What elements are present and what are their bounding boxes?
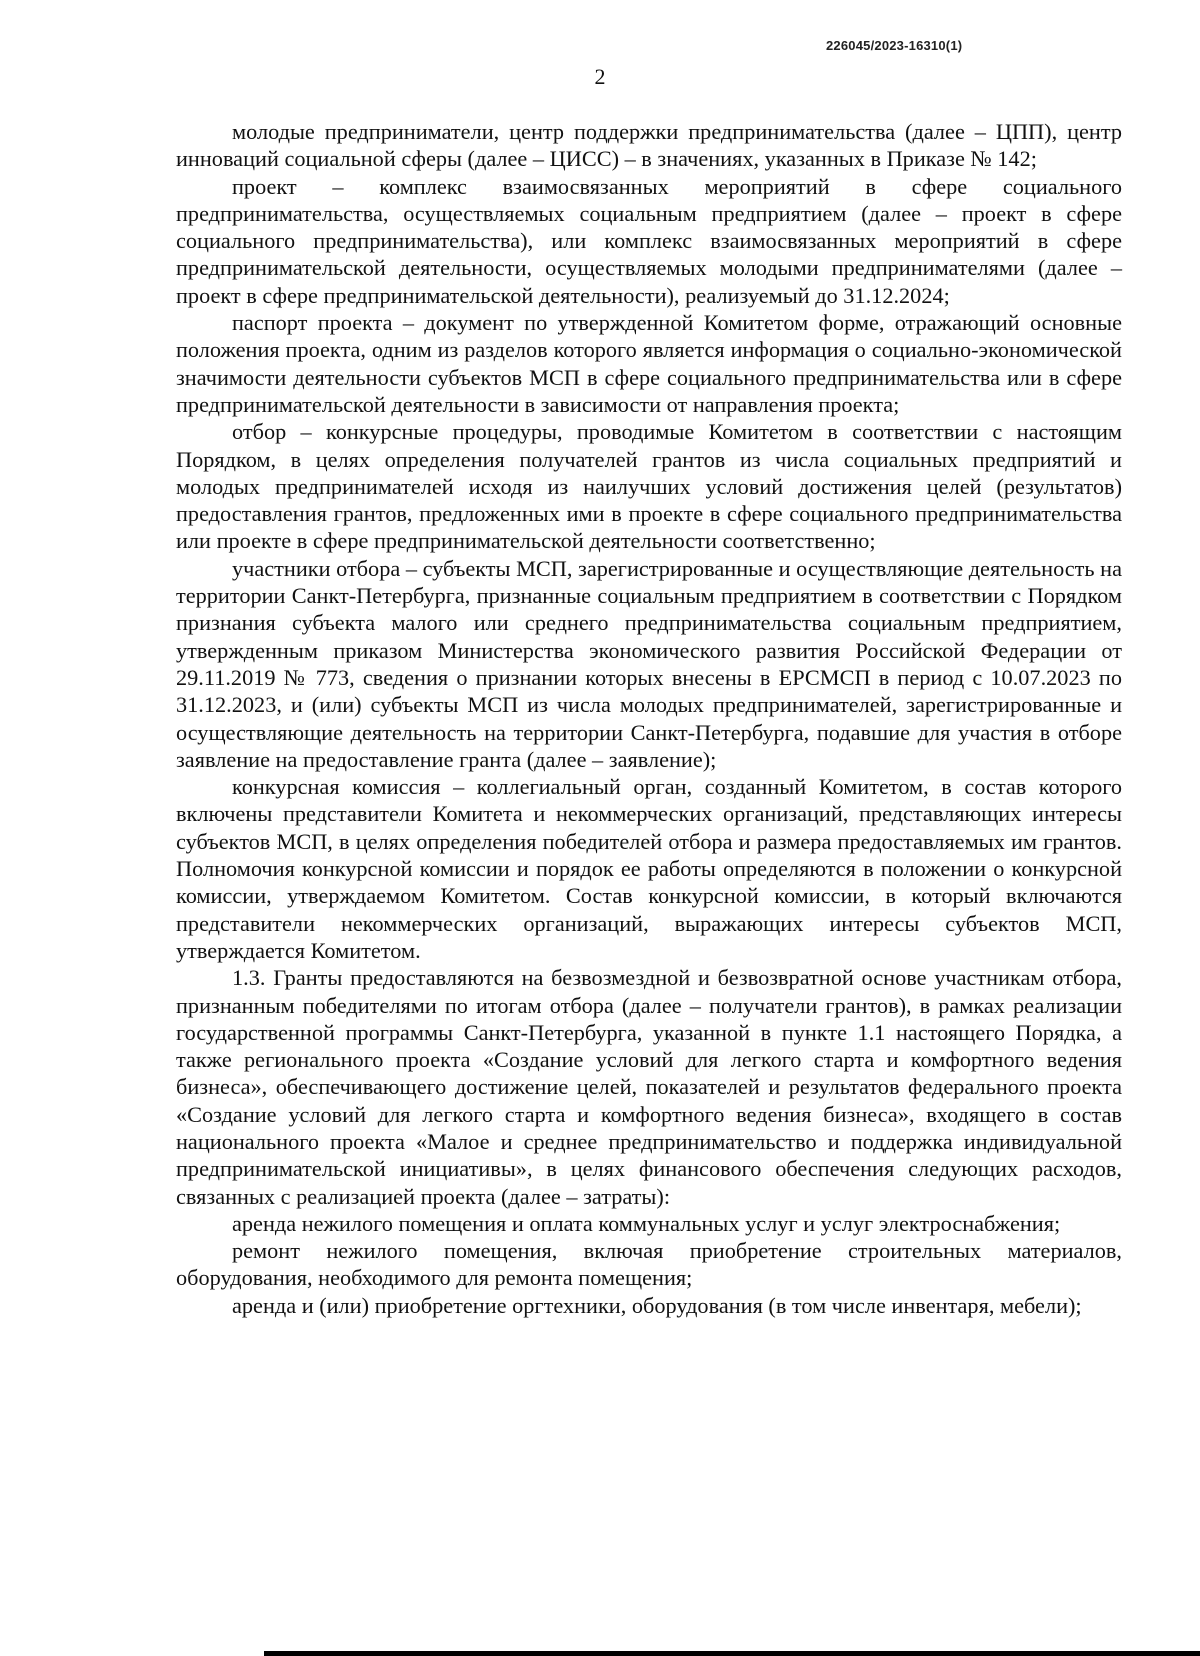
paragraph-expense-repair: ремонт нежилого помещения, включая приобретение строительных материалов, оборудования, необходимого для ремонта помещения;	[176, 1238, 1122, 1291]
paragraph-definition-project: проект – комплекс взаимосвязанных мероприятий в сфере социального предпринимательства, осуществляемых социальным предприятием (далее – проект в сфере социального предпринимательства), или комплекс взаимосвязанных мероприятий в сфере предпринимательской деятельности, осуществляемых молодыми предпринимателями (далее – проект в сфере предпринимательской деятельности), реализуемый до 31.12.2024;	[176, 173, 1122, 308]
paragraph-definition-participants: участники отбора – субъекты МСП, зарегистрированные и осуществляющие деятельность на территории Санкт-Петербурга, признанные социальным предприятием в соответствии с Порядком признания субъекта малого или среднего предпринимательства социальным предприятием, утвержденным приказом Министерства экономического развития Российской Федерации от 29.11.2019 № 773, сведения о признании которых внесены в ЕРСМСП в период с 10.07.2023 по 31.12.2023, и (или) субъекты МСП из числа молодых предпринимателей, зарегистрированные и осуществляющие деятельность на территории Санкт-Петербурга, подавшие для участия в отборе заявление на предоставление гранта (далее – заявление);	[176, 555, 1122, 772]
paragraph-expense-equipment: аренда и (или) приобретение оргтехники, оборудования (в том числе инвентаря, мебели);	[232, 1292, 1082, 1318]
paragraph-definition-commission: конкурсная комиссия – коллегиальный орган, созданный Комитетом, в состав которого включены представители Комитета и некоммерческих организаций, представляющих интересы субъектов МСП, в целях определения победителей отбора и размера предоставляемых им грантов. Полномочия конкурсной комиссии и порядок ее работы определяются в положении о конкурсной комиссии, утверждаемом Комитетом. Состав конкурсной комиссии, в который включаются представители некоммерческих организаций, выражающих интересы субъектов МСП, утверждается Комитетом.	[176, 774, 1122, 963]
paragraph-definitions-young-entrepreneurs: молодые предприниматели, центр поддержки предпринимательства (далее – ЦПП), центр инноваций социальной сферы (далее – ЦИСС) – в значениях, указанных в Приказе № 142;	[176, 119, 1122, 172]
paragraph-definition-project-passport: паспорт проекта – документ по утвержденной Комитетом форме, отражающий основные положения проекта, одним из разделов которого является информация о социально-экономической значимости деятельности субъектов МСП в сфере социального предпринимательства или в сфере предпринимательской деятельности в зависимости от направления проекта;	[176, 310, 1122, 417]
scan-bottom-edge	[264, 1651, 1200, 1656]
document-body	[176, 118, 1122, 1319]
paragraph-1-3-grants: 1.3. Гранты предоставляются на безвозмездной и безвозвратной основе участникам отбора, признанным победителями по итогам отбора (далее – получатели грантов), в рамках реализации государственной программы Санкт-Петербурга, указанной в пункте 1.1 настоящего Порядка, а также регионального проекта «Создание условий для легкого старта и комфортного ведения бизнеса», обеспечивающего достижение целей, показателей и результатов федерального проекта «Создание условий для легкого старта и комфортного ведения бизнеса», входящего в состав национального проекта «Малое и среднее предпринимательство и поддержка индивидуальной предпринимательской инициативы», в целях финансового обеспечения следующих расходов, связанных с реализацией проекта (далее – затраты):	[176, 965, 1122, 1209]
paragraph-expense-rent: аренда нежилого помещения и оплата коммунальных услуг и услуг электроснабжения;	[232, 1210, 1061, 1236]
paragraph-definition-selection: отбор – конкурсные процедуры, проводимые Комитетом в соответствии с настоящим Порядком, в целях определения получателей грантов из числа социальных предприятий и молодых предпринимателей исходя из наилучших условий достижения целей (результатов) предоставления грантов, предложенных ими в проекте в сфере социального предпринимательства или проекте в сфере предпринимательской деятельности соответственно;	[176, 419, 1122, 554]
document-registration-number: 226045/2023-16310(1)	[826, 38, 963, 53]
page-number: 2	[594, 64, 606, 89]
